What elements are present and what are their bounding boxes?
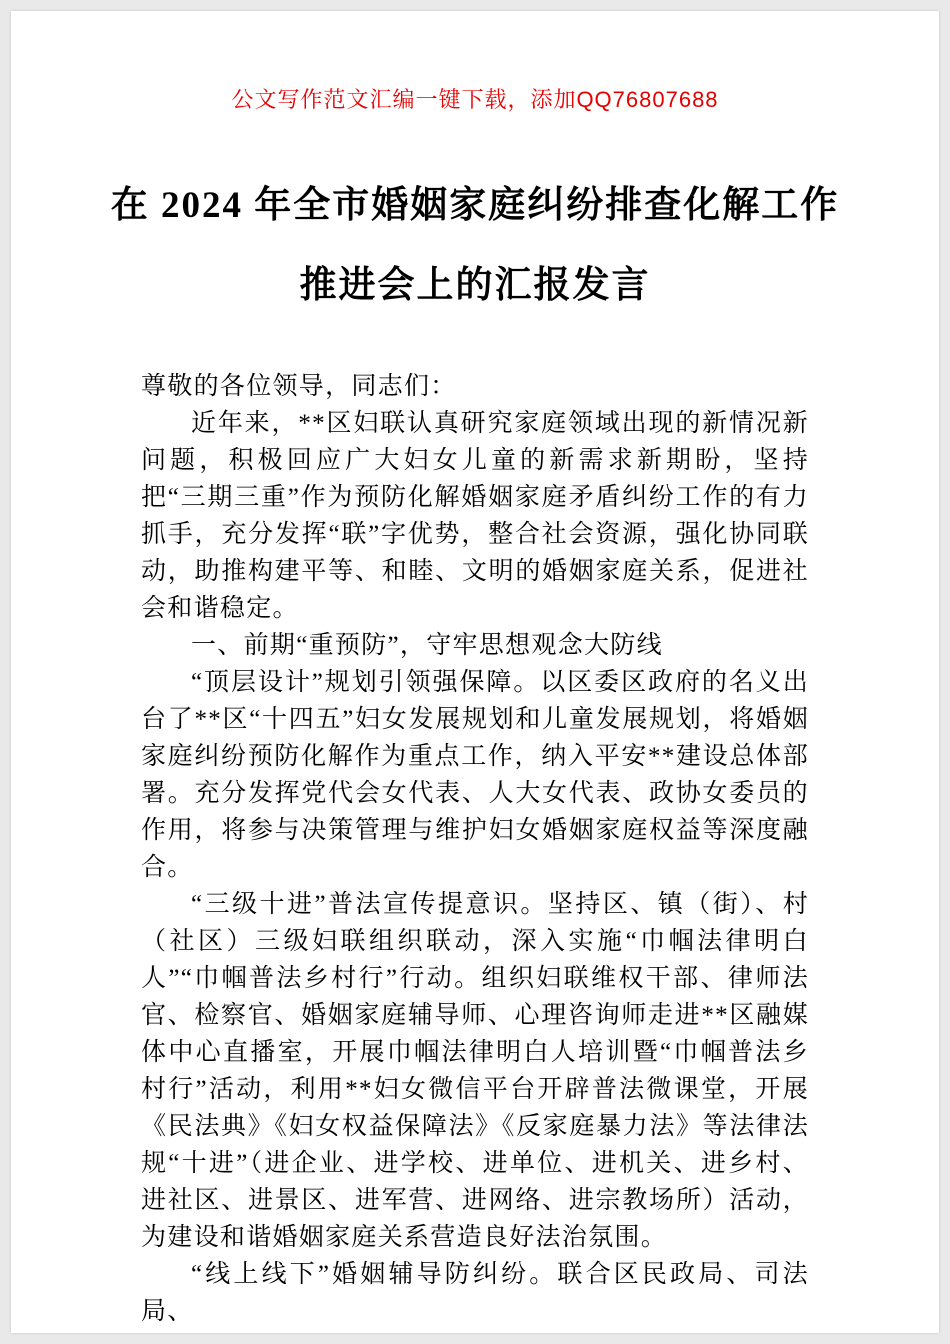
paragraph: “三级十进”普法宣传提意识。坚持区、镇（街）、村（社区）三级妇联组织联动，深入实施“巾帼法律明白人”“巾帼普法乡村行”行动。组织妇联维权干部、律师法官、检察官、婚姻家庭辅导师、心理咨询师走进**区融媒体中心直播室，开展巾帼法律明白人培训暨“巾帼普法乡村行”活动，利用**妇女微信平台开辟普法微课堂，开展《民法典》《妇女权益保障法》《反家庭暴力法》等法律法规“十进”（进企业、进学校、进单位、进机关、进乡村、进社区、进景区、进军营、进网络、进宗教场所）活动，为建设和谐婚姻家庭关系营造良好法治氛围。 <box>141 891 809 1251</box>
paragraph: “线上线下”婚姻辅导防纠纷。联合区民政局、司法局、 <box>141 1261 809 1325</box>
document-body <box>141 368 809 1330</box>
document-title <box>11 166 939 326</box>
document-page <box>11 11 939 1333</box>
promo-notice: 公文写作范文汇编一键下载，添加QQ76807688 <box>231 87 719 112</box>
paragraph: 近年来，**区妇联认真研究家庭领域出现的新情况新问题，积极回应广大妇女儿童的新需求新期盼，坚持把“三期三重”作为预防化解婚姻家庭矛盾纠纷工作的有力抓手，充分发挥“联”字优势，整合社会资源，强化协同联动，助推构建平等、和睦、文明的婚姻家庭关系，促进社会和谐稳定。 <box>141 410 809 622</box>
document-title-line2: 推进会上的汇报发言 <box>299 265 651 306</box>
paragraph: 一、前期“重预防”，守牢思想观念大防线 <box>191 632 663 659</box>
document-title-line1: 在 2024 年全市婚姻家庭纠纷排查化解工作 <box>110 185 840 226</box>
paragraph: “顶层设计”规划引领强保障。以区委区政府的名义出台了**区“十四五”妇女发展规划和儿童发展规划，将婚姻家庭纠纷预防化解作为重点工作，纳入平安**建设总体部署。充分发挥党代会女代表、人大女代表、政协女委员的作用，将参与决策管理与维护妇女婚姻家庭权益等深度融合。 <box>141 669 809 881</box>
paragraph: 尊敬的各位领导，同志们： <box>141 373 457 400</box>
